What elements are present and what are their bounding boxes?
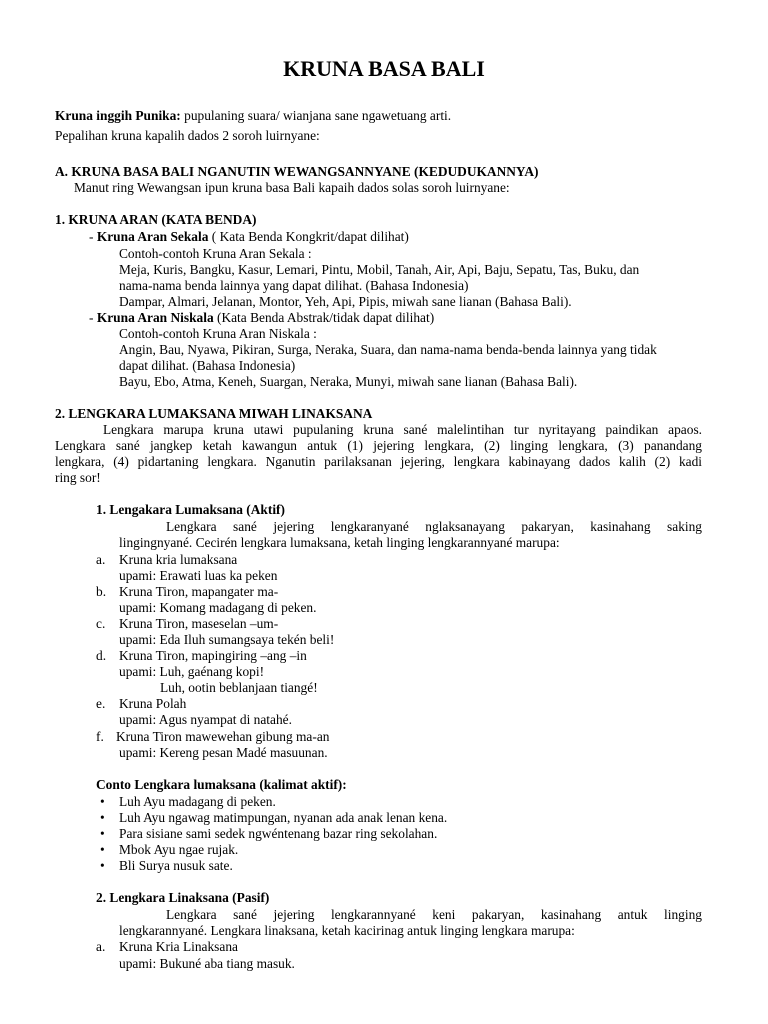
conto-heading: Conto Lengkara lumaksana (kalimat aktif): [96, 777, 347, 792]
list-marker: f. [96, 729, 104, 744]
list-item-label: Kruna Polah [119, 696, 187, 711]
list-marker: c. [96, 616, 106, 631]
niskala-note: (Kata Benda Abstrak/tidak dapat dilihat) [213, 310, 435, 325]
division-line: Pepalihan kruna kapalih dados 2 soroh luirnyane: [55, 128, 320, 143]
sekala-label: Kruna Aran Sekala [96, 229, 209, 244]
sekala-example-line: Dampar, Almari, Jelanan, Montor, Yeh, Api, Pipis, miwah sane lianan (Bahasa Bali). [119, 294, 572, 309]
definition-line [55, 108, 451, 124]
bullet-item: Luh Ayu madagang di peken. [119, 794, 276, 809]
section-2-heading: 2. LENGKARA LUMAKSANA MIWAH LINAKSANA [55, 406, 373, 421]
niskala-examples-label: Contoh-contoh Kruna Aran Niskala : [119, 326, 317, 341]
list-item-example: upami: Agus nyampat di natahé. [119, 712, 292, 727]
page-title: KRUNA BASA BALI [283, 56, 485, 81]
list-marker: e. [96, 696, 106, 711]
list-item-example: upami: Eda Iluh sumangsaya tekén beli! [119, 632, 335, 647]
section-2-paragraph-line: lengkara, (4) pidartaning lengkara. Nganutin parilaksanan jejering, lengkara kabinayang dados kalih (2) kadi [55, 454, 702, 469]
bullet-item: Luh Ayu ngawag matimpungan, nyanan ada anak lenan kena. [119, 810, 448, 825]
niskala-line [89, 310, 434, 326]
list-item-example: upami: Bukuné aba tiang masuk. [119, 956, 295, 971]
sekala-example-line: nama-nama benda lainnya yang dapat dilihat. (Bahasa Indonesia) [119, 278, 469, 293]
list-item-example: upami: Luh, gaénang kopi! [119, 664, 265, 679]
section-2-paragraph-line: Lengkara marupa kruna utawi pupulaning kruna sané malelintihan tur nyritayang paindikan apaos. [103, 422, 702, 437]
list-item-example: upami: Komang madagang di peken. [119, 600, 317, 615]
niskala-example-line: Bayu, Ebo, Atma, Keneh, Suargan, Neraka, Munyi, miwah sane lianan (Bahasa Bali). [119, 374, 578, 389]
list-item-example: Luh, ootin beblanjaan tiangé! [160, 680, 318, 695]
dash: - [89, 310, 97, 325]
niskala-example-line: Angin, Bau, Nyawa, Pikiran, Surga, Neraka, Suara, dan nama-nama benda-benda lainnya yang tidak [119, 342, 657, 357]
pasif-description-line: Lengkara sané jejering lengkarannyané keni pakaryan, kasinahang antuk linging [166, 907, 702, 922]
section-a-lead: Manut ring Wewangsan ipun kruna basa Bali kapaih dados solas soroh luirnyane: [74, 180, 510, 195]
list-item-label: Kruna Tiron, mapangater ma- [119, 584, 279, 599]
bullet-icon: • [100, 842, 105, 857]
bullet-item: Mbok Ayu ngae rujak. [119, 842, 239, 857]
list-item-label: Kruna Tiron, mapingiring –ang –in [119, 648, 307, 663]
bullet-icon: • [100, 810, 105, 825]
bullet-item: Bli Surya nusuk sate. [119, 858, 233, 873]
sekala-example-line: Meja, Kuris, Bangku, Kasur, Lemari, Pintu, Mobil, Tanah, Air, Api, Baju, Sepatu, Tas, Buku, dan [119, 262, 640, 277]
definition-text: pupulaning suara/ wianjana sane ngawetuang arti. [180, 108, 452, 123]
section-1-heading: 1. KRUNA ARAN (KATA BENDA) [55, 212, 257, 227]
list-marker: d. [96, 648, 107, 663]
aktif-heading: 1. Lengakara Lumaksana (Aktif) [96, 502, 285, 517]
sekala-note: ( Kata Benda Kongkrit/dapat dilihat) [208, 229, 409, 244]
section-a-heading: A. KRUNA BASA BALI NGANUTIN WEWANGSANNYANE (KEDUDUKANNYA) [55, 164, 539, 179]
list-item-example: upami: Kereng pesan Madé masuunan. [119, 745, 328, 760]
sekala-line [89, 229, 409, 245]
list-marker: a. [96, 939, 106, 954]
list-item-example: upami: Erawati luas ka peken [119, 568, 278, 583]
sekala-examples-label: Contoh-contoh Kruna Aran Sekala : [119, 246, 312, 261]
dash: - [89, 229, 97, 244]
bullet-icon: • [100, 794, 105, 809]
list-item-label: Kruna Tiron mawewehan gibung ma-an [116, 729, 330, 744]
aktif-description-line: lingingnyané. Cecirén lengkara lumaksana, ketah linging lengkarannyané marupa: [119, 535, 560, 550]
niskala-example-line: dapat dilihat. (Bahasa Indonesia) [119, 358, 296, 373]
list-marker: a. [96, 552, 106, 567]
bullet-icon: • [100, 826, 105, 841]
list-marker: b. [96, 584, 107, 599]
definition-label: Kruna inggih Punika: [55, 108, 181, 123]
section-2-paragraph-line: ring sor! [55, 470, 101, 485]
pasif-heading: 2. Lengkara Linaksana (Pasif) [96, 890, 270, 905]
bullet-icon: • [100, 858, 105, 873]
niskala-label: Kruna Aran Niskala [96, 310, 214, 325]
aktif-description-line: Lengkara sané jejering lengkaranyané nglaksanayang pakaryan, kasinahang saking [166, 519, 702, 534]
list-item-label: Kruna kria lumaksana [119, 552, 238, 567]
section-2-paragraph-line: Lengkara sané jangkep ketah kawangun antuk (1) jejering lengkara, (2) linging lengkara, (3) panandang [55, 438, 702, 453]
list-item-label: Kruna Tiron, maseselan –um- [119, 616, 279, 631]
list-item-label: Kruna Kria Linaksana [119, 939, 238, 954]
pasif-description-line: lengkarannyané. Lengkara linaksana, ketah kacirinag antuk linging lengkara marupa: [119, 923, 575, 938]
bullet-item: Para sisiane sami sedek ngwéntenang bazar ring sekolahan. [119, 826, 438, 841]
